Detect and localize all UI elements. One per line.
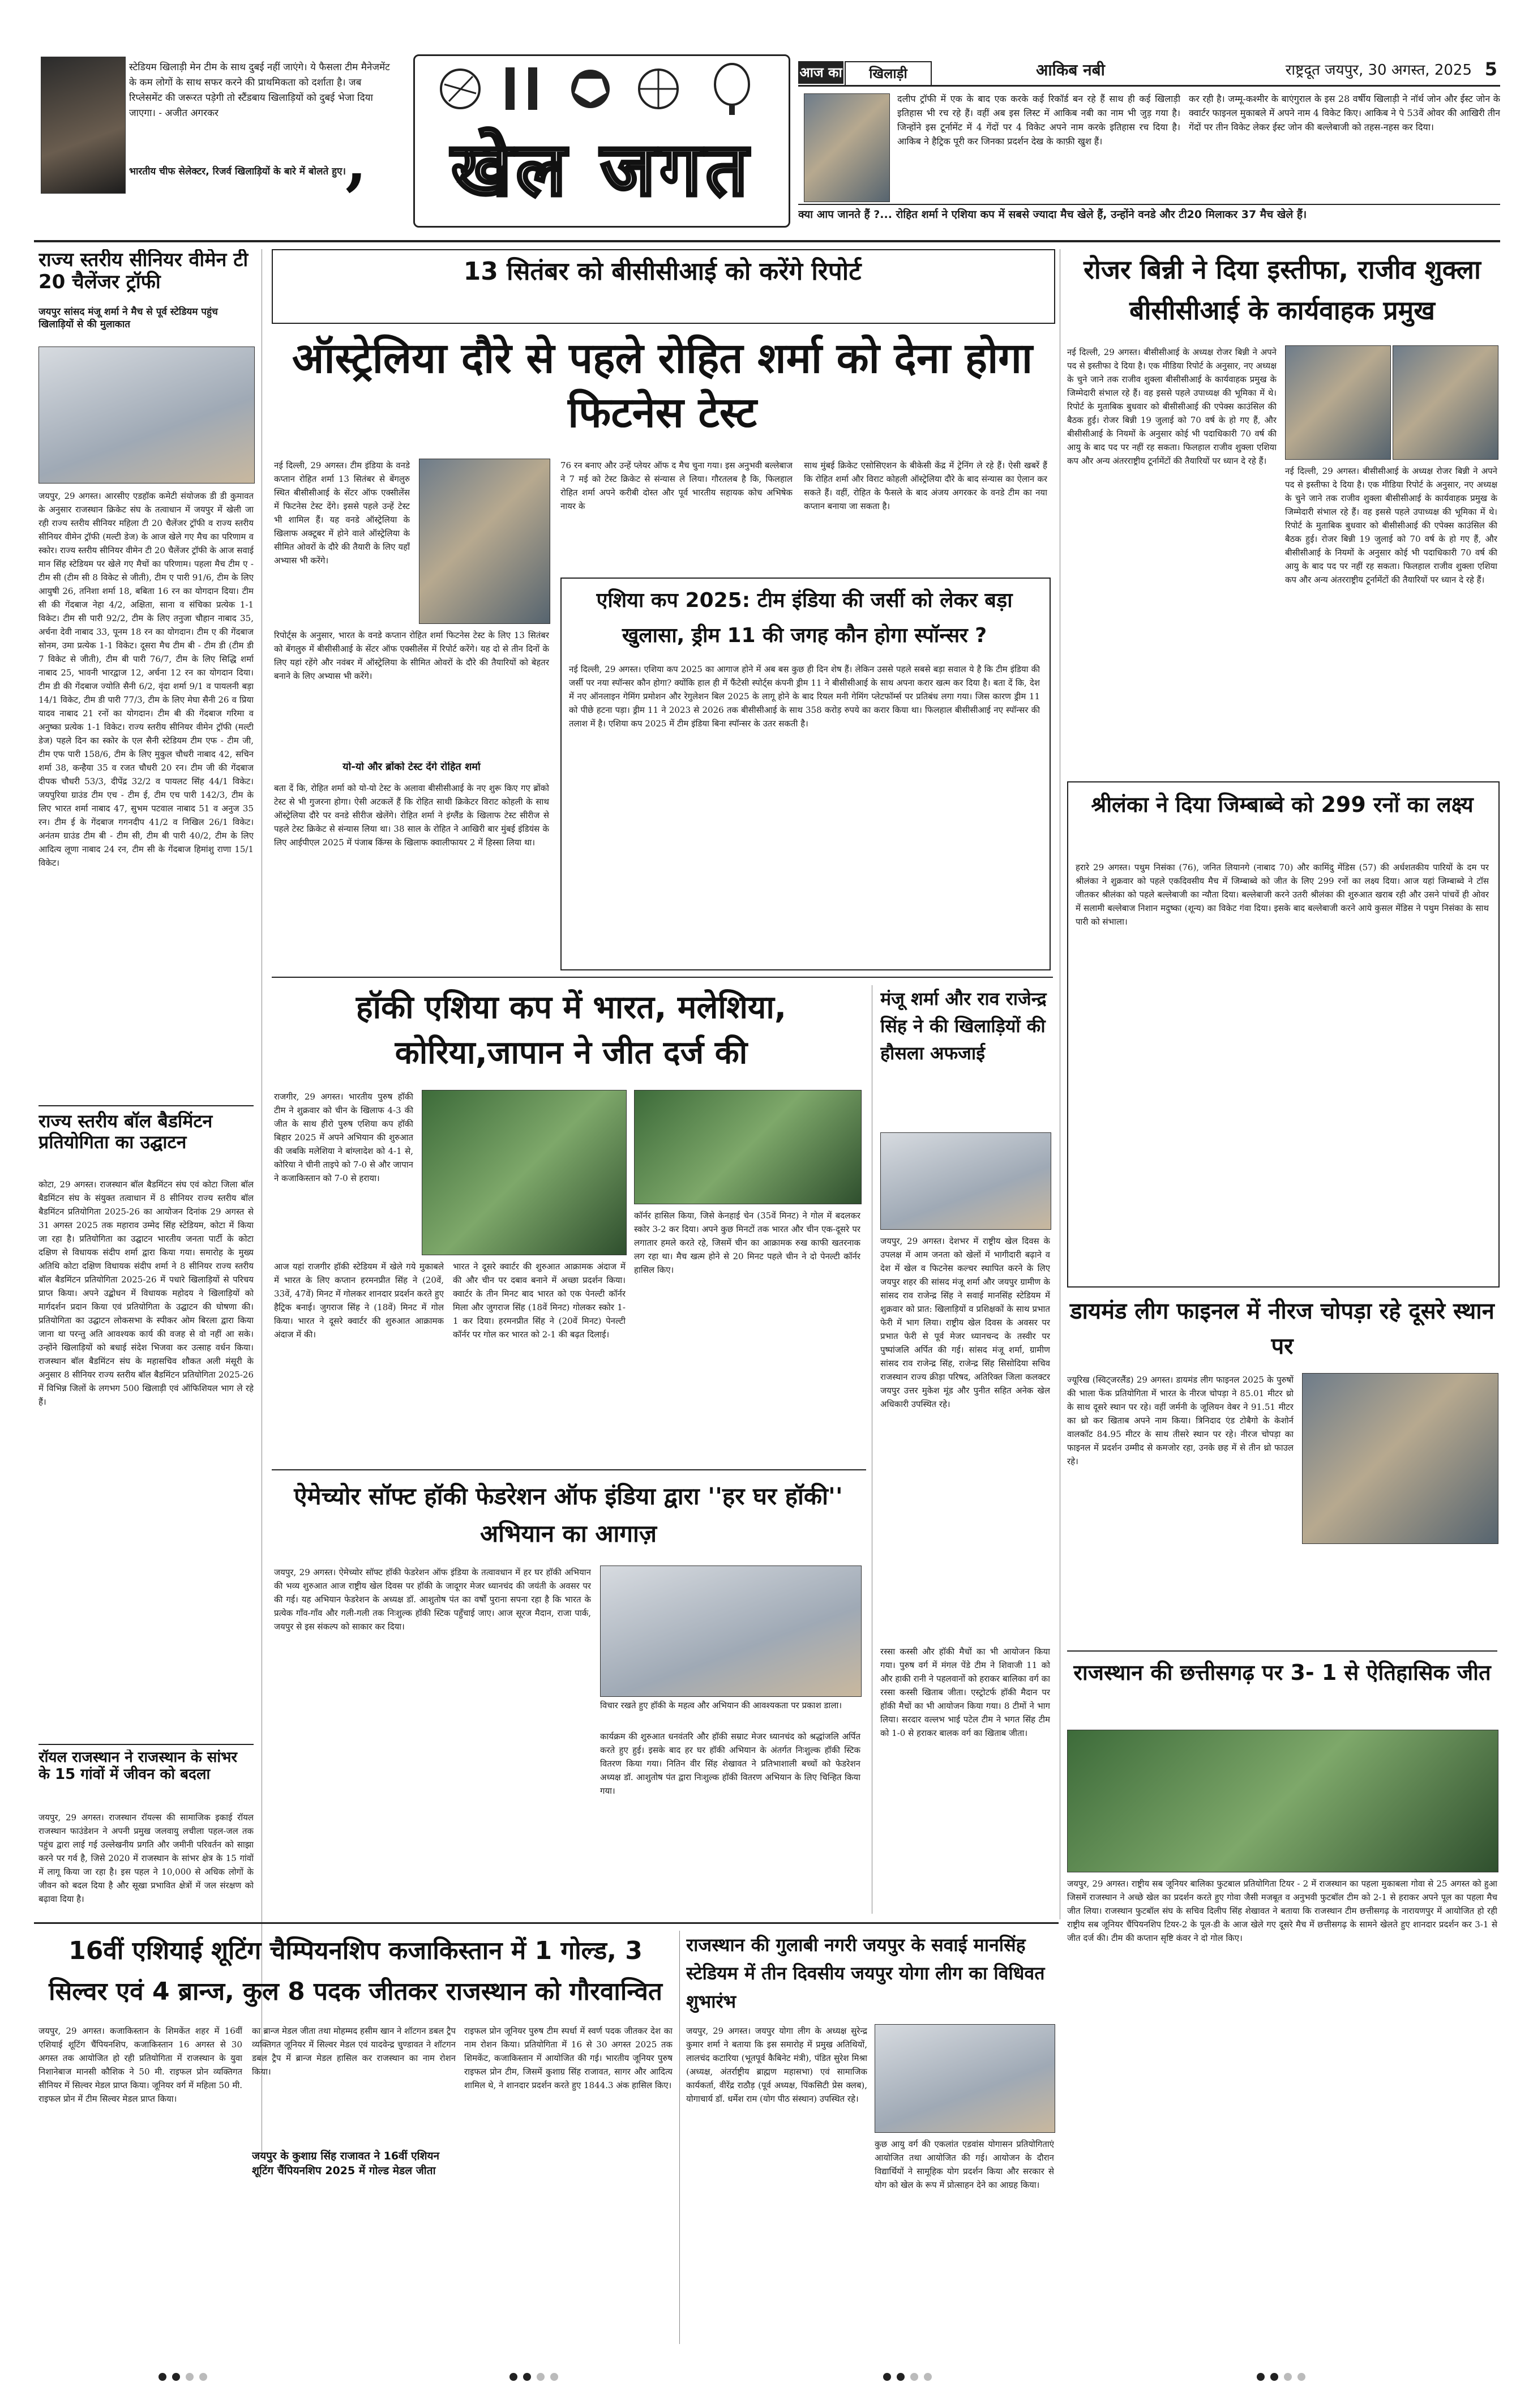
right-story3-body: ज्यूरिख (स्विट्जरलैंड) 29 अगस्त। डायमंड लीग फाइनल 2025 के पुरुषों की भाला फेंक प्रतियोगिता में भारत के नीरज चोपड़ा ने 85.01 मीटर थ्रो के साथ दूसरे स्थान पर रहे। वहीं जर्मनी के जूलियन वेबर ने 91.51 मीटर का थ्रो कर खिताब अपने नाम किया। त्रिनिदाद एंड टोबैगो के केशोर्न वालकॉट 84.95 मीटर के साथ तीसरे स्थान पर रहे। नीरज चोपड़ा का फाइनल में प्रदर्शन उम्मीद से कमजोर रहा, उनके छह में से तीन थ्रो फाउल रहे। xyxy=(1067,1375,1294,1466)
soft-hockey-body: जयपुर, 29 अगस्त। ऐमेच्योर सॉफ्ट हॉकी फेडरेशन ऑफ इंडिया के तत्वावधान में हर घर हॉकी अभियान की भव्य शुरुआत आज राष्ट्रीय खेल दिवस पर हॉकी के जादूगर मेजर ध्यानचंद की जयंती के अवसर पर की गई। यह अभियान फेडरेशन के अध्यक्ष डॉ. आशुतोष पंत का वर्षों पुराना सपना रहा है कि भारत के प्रत्येक गाँव-गाँव और गली-गली तक निःशुल्क हॉकी स्टिक पहुँचाई जाए। आज सूरज मैदान, राजा पार्क, जयपुर से इस संकल्प को साकार कर दिया। xyxy=(274,1567,591,1632)
right-story1-body-cont: नई दिल्ली, 29 अगस्त। बीसीसीआई के अध्यक्ष रोजर बिन्नी ने अपने पद से इस्तीफा दे दिया है। एक मीडिया रिपोर्ट के अनुसार, नए अध्यक्ष के चुने जाने तक राजीव शुक्ला बीसीसीआई के कार्यवाहक प्रमुख के जिम्मेदारी संभाल रहे हैं। वह इससे पहले उपाध्यक्ष की भूमिका में थे। रिपोर्ट के मुताबिक बुधवार को बीसीसीआई की एपेक्स काउंसिल की बैठक हुई। रोजर बिन्नी 19 जुलाई को 70 वर्ष के हो गए हैं, और बीसीसीआई के नियमों के अनुसार कोई भी पदाधिकारी 70 वर्ष की आयु के बाद पद पर नहीं रह सकता। फिलहाल राजीव शुक्ला एशिया कप और अन्य अंतरराष्ट्रीय टूर्नामेंटों की तैयारियों पर ध्यान दे रहे हैं। xyxy=(1285,466,1497,585)
lead-subhead: यो-यो और ब्रोंको टेस्ट देंगे रोहित शर्मा xyxy=(342,762,481,773)
aaj-ka-label: आज का xyxy=(798,61,843,84)
left-story1-photo xyxy=(38,347,255,484)
right-rule-4 xyxy=(1067,1650,1497,1652)
yoga-divider xyxy=(679,1931,680,2344)
shooting-sub: जयपुर के कुशाग्र सिंह राजावत ने 16वीं एशियन शूटिंग चैंपियनशिप 2025 में गोल्ड मेडल जीता xyxy=(252,2150,440,2177)
asia-cup-body: नई दिल्ली, 29 अगस्त। एशिया कप 2025 का आगाज होने में अब बस कुछ ही दिन शेष हैं। लेकिन उससे पहले सबसे बड़ा सवाल ये है कि टीम इंडिया की जर्सी पर नया स्पॉन्सर कौन होगा? क्योंकि हाल ही में फैंटेसी स्पोर्ट्स कंपनी ड्रीम 11 ने बीसीसीआई के साथ अपना करार खत्म कर दिया है। बता दें कि, देश में नए ऑनलाइन गेमिंग प्रमोशन और रेगुलेशन बिल 2025 के लागू होने के बाद रियल मनी गेमिंग प्लेटफॉर्म्स पर प्रतिबंध लगा गया। जिस कारण ड्रीम 11 को पीछे हटना पड़ा। ड्रीम 11 ने 2023 से 2026 तक बीसीसीआई के साथ 358 करोड़ रुपये का करार किया था। फिलहाल बीसीसीआई नए स्पॉन्सर की तलाश में है। एशिया कप 2025 में टीम इंडिया बिना स्पॉन्सर के उतर सकती है। xyxy=(569,664,1040,729)
section-banner xyxy=(413,54,790,228)
player-photo xyxy=(804,93,890,202)
shooting-body: जयपुर, 29 अगस्त। कजाकिस्तान के शिमकेंत शहर में 16वीं एशियाई शूटिंग चैंपियनशिप, कजाकिस्तान 16 अगस्त से 30 अगस्त तक आयोजित हो रही प्रतियोगिता में राजस्थान के युवा निशानेबाज मानसी कौशिक ने 50 मी. राइफल प्रोन व्यक्तिगत सीनियर में सिल्वर मेडल प्राप्त किया। जूनियर वर्ग में महिला 50 मी. राइफल प्रोन में टीम सिल्वर मेडल प्राप्त किया। xyxy=(38,2026,242,2104)
masthead-quote: स्टेडियम खिलाड़ी मेन टीम के साथ दुबई नहीं जाएंगे। ये फैसला टीम मैनेजमेंट के कम लोगों के साथ सफर करने की प्राथमिकता को दर्शाता है। जब रिप्लेसमेंट की जरूरत पड़ेगी तो स्टैंडबाय खिलाड़ियों को दुबई भेजा दिया जाएगा। - अजीत अगरकर xyxy=(129,62,390,119)
hockey-body-b: आज यहां राजगीर हॉकी स्टेडियम में खेले गये मुकाबले में भारत के लिए कप्तान हरमनप्रीत सिंह ने (20वें, 33वें, 47वें) मिनट में गोलकर शानदार प्रदर्शन करते हुए हैट्रिक बनाई। जुगराज सिंह ने (18वें) मिनट में गोल किया। भारत ने दूसरे क्वार्टर की शुरुआत आक्रामक अंदाज में की। xyxy=(274,1261,444,1340)
soft-hockey-body2: कार्यक्रम की शुरुआत धनवंतरि और हॉकी सम्राट मेजर ध्यानचंद को श्रद्धांजलि अर्पित करते हुए हुई। इसके बाद हर घर हॉकी अभियान के अंतर्गत निःशुल्क हॉकी स्टिक वितरण किया गया। नितिन वीर सिंह शेखावत ने प्रतिभाशाली बच्चों को फेडरेशन अध्यक्ष डॉ. आशुतोष पंत द्वारा निःशुल्क हॉकी वितरण अभियान के लिए चिन्हित किया गया। xyxy=(600,1731,860,1796)
shooting-body2: का ब्रान्ज मेडल जीता तथा मोहम्मद हसीम खान ने शॉटगन डबल ट्रैप व्यक्तिगत जूनियर में सिल्वर मेडल एवं यादवेन्द्र चुण्डावत ने शॉटगन डबल ट्रैप में ब्रान्ज मेडल हासिल कर राजस्थान का नाम रोशन किया। xyxy=(252,2026,456,2077)
hockey-body-c: भारत ने दूसरे क्वार्टर की शुरुआत आक्रामक अंदाज में की और चीन पर दबाव बनाने में अच्छा प्रदर्शन किया। क्वार्टर के तीन मिनट बाद भारत को एक पेनल्टी कॉर्नर मिला और जुगराज सिंह (18वें मिनट) गोलकर स्कोर 1-1 कर दिया। हरमनप्रीत सिंह ने (20वें मिनट) पेनल्टी कॉर्नर पर गोल कर भारत को 2-1 की बढ़त दिलाई। xyxy=(453,1261,626,1340)
soft-hockey-headline: ऐमेच्योर सॉफ्ट हॉकी फेडरेशन ऑफ इंडिया द्वारा ''हर घर हॉकी'' अभियान का आगाज़ xyxy=(294,1482,843,1547)
binny-photo xyxy=(1285,345,1391,460)
football-photo xyxy=(1067,1730,1498,1872)
left-story1-title: राज्य स्तरीय सीनियर वीमेन टी 20 चैलेंजर ट्रॉफी xyxy=(38,249,249,294)
left-story3-title: रॉयल राजस्थान ने राजस्थान के सांभर के 15 गांवों में जीवन को बदला xyxy=(38,1750,238,1783)
footer-dots-1 xyxy=(159,2372,249,2384)
page-number: 5 xyxy=(1484,58,1497,80)
lead-body-col1b: रिपोर्ट्स के अनुसार, भारत के वनडे कप्तान रोहित शर्मा फिटनेस टेस्ट के लिए 13 सितंबर को बेंगलुरु में बीसीसीआई के सेंटर ऑफ एक्सीलेंस में रिपोर्ट करेंगे। यह दो से तीन दिनों के लिए यहां रहेंगे और नवंबर में ऑस्ट्रेलिया के सीमित ओवरों के दौरे की तैयारियों को बेहतर बनाने के लिए अभ्यास भी करेंगे। xyxy=(274,630,549,681)
left-rule-2 xyxy=(38,1744,254,1745)
lead-kicker: 13 सितंबर को बीसीसीआई को करेंगे रिपोर्ट xyxy=(463,257,862,286)
footer-dots-3 xyxy=(883,2372,974,2384)
player-name: आकिब नबी xyxy=(1036,61,1105,79)
player-text-2: कर रही है। जम्मू-कश्मीर के बाएंगुराल के इस 28 वर्षीय खिलाड़ी ने नॉर्थ जोन और ईस्ट जोन के क्वार्टर फाइनल मुकाबले में अपने नाम 4 विकेट किए। आकिब ने पे 53वें ओवर की आखिरी तीन गेंदों पर तीन विकेट लेकर ईस्ट जोन की बल्लेबाजी को तहस-नहस कर दिया। xyxy=(1189,93,1500,132)
right-story4-body: जयपुर, 29 अगस्त। राष्ट्रीय सब जूनियर बालिका फुटबाल प्रतियोगिता टियर - 2 में राजस्थान का पहला मुकाबला गोवा से 25 अगस्त को हुआ जिसमें राजस्थान ने अच्छे खेल का प्रदर्शन करते हुए गोवा जैसी मजबूत व अनुभवी फुटबॉल टीम को 2-1 से हराकर अपने पूल का पहला मैच जीत लिया। राजस्थान फुटबॉल संघ के सचिव दिलीप सिंह शेखावत ने बताया कि राजस्थान टीम छत्तीसगढ़ के नारायणपुर में आयोजित हो रही राष्ट्रीय सब जूनियर चैंपियनशिप टियर-2 के पूल-डी के आज खेले गए दूसरे मैच में छत्तीसगढ़ के सामने खेलते हुए शानदार प्रदर्शन कर 3-1 से जीत दर्ज की। टीम की कप्तान सृष्टि कंवर ने दो गोल किए। xyxy=(1067,1879,1497,1943)
hockey-body-a: राजगीर, 29 अगस्त। भारतीय पुरुष हॉकी टीम ने शुक्रवार को चीन के खिलाफ 4-3 की जीत के साथ हीरो पुरुष एशिया कप हॉकी बिहार 2025 में अपने अभियान की शुरुआत की जबकि मलेशिया ने बांग्लादेश को 4-1 से, कोरिया ने चीनी ताइपे को 7-0 से और जापान ने कजाकिस्तान को 7-0 से हराया। xyxy=(274,1092,413,1183)
bottom-rule xyxy=(34,1922,1059,1924)
hockey-headline: हॉकी एशिया कप में भारत, मलेशिया, कोरिया,जापान ने जीत दर्ज की xyxy=(356,989,787,1071)
lead-headline: ऑस्ट्रेलिया दौरे से पहले रोहित शर्मा को देना होगा फिटनेस टेस्ट xyxy=(292,334,1033,437)
right-story3-title: डायमंड लीग फाइनल में नीरज चोपड़ा रहे दूसरे स्थान पर xyxy=(1070,1298,1494,1359)
manju-headline: मंजू शर्मा और राव राजेन्द्र सिंह ने की खिलाड़ियों की हौसला अफजाई xyxy=(880,988,1047,1064)
right-story1-title: रोजर बिन्नी ने दिया इस्तीफा, राजीव शुक्ला बीसीसीआई के कार्यवाहक प्रमुख xyxy=(1084,254,1481,326)
comma-ornament-icon: , xyxy=(345,125,367,198)
lead-body-col3: 76 रन बनाए और उन्हें प्लेयर ऑफ द मैच चुना गया। इस अनुभवी बल्लेबाज ने 7 मई को टेस्ट क्रिकेट से संन्यास ले लिया। गौरतलब है कि, फिलहाल रोहित शर्मा अपने करीबी दोस्त और पूर्व भारतीय सहायक कोच अभिषेक नायर के xyxy=(560,460,793,511)
section-name: खेल जगत xyxy=(451,126,752,212)
yoga-headline: राजस्थान की गुलाबी नगरी जयपुर के सवाई मानसिंह स्टेडियम में तीन दिवसीय जयपुर योगा लीग का विधिवत शुभारंभ xyxy=(686,1934,1045,2012)
left-story2-title: राज्य स्तरीय बॉल बैडमिंटन प्रतियोगिता का उद्घाटन xyxy=(38,1111,213,1153)
selector-photo xyxy=(41,57,126,194)
khiladi-label: खिलाड़ी xyxy=(845,61,932,86)
lead-body-col1: नई दिल्ली, 29 अगस्त। टीम इंडिया के वनडे कप्तान रोहित शर्मा 13 सितंबर से बेंगलुरु स्थित बीसीसीआई के सेंटर ऑफ एक्सीलेंस में फिटनेस टेस्ट देंगे। इससे पहले उन्हें टेस्ट भी शामिल हैं। यह वनडे ऑस्ट्रेलिया के खिलाफ अक्टूबर में होने वाले ऑस्ट्रेलिया के सीमित ओवरों के दौरे की तैयारी के लिए यहाँ अभ्यास भी करेंगे। xyxy=(274,460,410,566)
shooting-body3: राइफल प्रोन जूनियर पुरुष टीम स्पर्धा में स्वर्ण पदक जीतकर देश का नाम रोशन किया। प्रतियोगिता में 16 से 30 अगस्त 2025 तक शिमकेंट, कजाकिस्तान में आयोजित की गई। भारतीय जूनियर पुरुष राइफल प्रोन टीम, जिसमें कुशाग्र सिंह राजावत, सागर और आदित्य शामिल थे, ने शानदार प्रदर्शन करते हुए 1844.3 अंक हासिल किए। xyxy=(464,2026,673,2090)
shooting-headline: 16वीं एशियाई शूटिंग चैम्पियनशिप कजाकिस्तान में 1 गोल्ड, 3 सिल्वर एवं 4 ब्रान्ज, कुल 8 पदक जीतकर राजस्थान को गौरवान्वित xyxy=(49,1936,662,2006)
left-story2-body: कोटा, 29 अगस्त। राजस्थान बॉल बैडमिंटन संघ एवं कोटा जिला बॉल बैडमिंटन संघ के संयुक्त तत्वाधान में 8 सीनियर राज्य स्तरीय बॉल बैडमिंटन प्रतियोगिता 2025-26 का आयोजन दिनांक 29 अगस्त से 31 अगस्त 2025 तक महाराव उम्मेद सिंह स्टेडियम, कोटा में किया जा रहा है। प्रतियोगिता का उद्घाटन भारतीय जनता पार्टी के कोटा दक्षिण से विधायक संदीप शर्मा द्वारा किया गया। समारोह के मुख्य अतिथि कोटा दक्षिण विधायक संदीप शर्मा ने 8 सीनियर राज्य स्तरीय बॉल बैडमिंटन प्रतियोगिता 2025-26 में पधारे खिलाड़ियों से परिचय प्राप्त किया। अपने उद्बोधन में विधायक महोदय ने खिलाड़ियों को मार्गदर्शन प्रदान किया एवं प्रतियोगिता के उद्घाटन की घोषणा की। प्रतियोगिता का उद्घाटन लोकसभा के स्पीकर ओम बिरला द्वारा किया जाना था परन्तु अति आवश्यक कार्य की वजह से वो नहीं आ सके। उन्होंने खिलाड़ियों को बधाई संदेश भिजवा कर उत्साह वर्धन किया। राजस्थान बॉल बैडमिंटन संघ के महासचिव शौकत अली मंसूरी के अनुसार 8 सीनियर राज्य स्तरीय बॉल बैडमिंटन प्रतियोगिता 2025-26 में विभिन्न जिलों के लगभग 500 खिलाड़ी एवं ऑफिशियल भाग ले रहे हैं। xyxy=(38,1179,254,1407)
quote-caption: भारतीय चीफ सेलेक्टर, रिजर्व खिलाड़ियों के बारे में बोलते हुए। xyxy=(129,166,346,177)
left-story1-body: जयपुर, 29 अगस्त। आरसीए एडहॉक कमेटी संयोजक डी डी कुमावत के अनुसार राजस्थान क्रिकेट संघ के तत्वाधान में जयपुर में खेली जा रही राज्य स्तरीय सीनियर महिला टी 20 चैलेंजर ट्रॉफी व राज्य स्तरीय सीनियर वीमेन ट्रॉफी (मल्टी डेज) के आज खेले गए मैच का परिणाम व स्कोर। राज्य स्तरीय सीनियर वीमेन टी 20 चैलेंजर ट्रॉफी के आज सवाई मान सिंह स्टेडियम पर खेले गए मैचों का परिणाम। पहला मैच टीम ए - टीम सी (टीम सी 8 विकेट से जीती), टीम ए पारी 91/6, टीम के लिए आयुषी 26, तनिशा शर्मा 18, बबिता 16 रन का योगदान दिया। टीम सी की गेंदबाज नेहा 4/2, अक्षिता, साना व संचिका प्रत्येक 1-1 विकेट। टीम सी पारी 92/2, टीम के लिए तनुजा चौहान नाबाद 35, अर्चना देवी नाबाद 33, पूनम 18 रन का योगदान। टीम ए की गेंदबाज सोनम, उमा प्रत्येक 1-1 विकेट। दूसरा मैच टीम बी - टीम डी (टीम डी 7 विकेट से जीती), टीम बी पारी 76/7, टीम के लिए सिद्धि शर्मा नाबाद 25, भावनी भारद्वाज 12, अर्चना 12 रन का योगदान दिया। टीम डी की गेंदबाज ज्योति सैनी 6/2, वृंदा शर्मा 9/1 व पायलनी बड़ा 14/1 विकेट, टीम डी पारी 77/3, टीम के लिए मेघा सैनी 26 व प्रिया यादव नाबाद 21 रनों का योगदान। टीम बी की गेंदबाज गरिमा व अनुष्का प्रत्येक 1-1 विकेट। राज्य स्तरीय सीनियर वीमेन ट्रॉफी (मल्टी डेज) पहले दिन का स्कोर के एल सैनी स्टेडियम टीम एफ - टीम जी, टीम एफ पारी 158/6, टीम के लिए मुकुल चौधरी नाबाद 42, सचिन शर्मा 38, कन्हैया 35 व रजत चौधरी 20 रन। टीम जी की गेंदबाज दीपक चौधरी 53/3, दीपेंद्र 32/2 व पायलट सिंह 44/1 विकेट। जयपुरिया ग्राउंड टीम एच - टीम ई, टीम एच पारी 142/3, टीम के लिए भारत शर्मा नाबाद 47, सुभम पटवाल नाबाद 51 व अनुज 35 रन। टीम ई के गेंदबाज गगनदीप 41/2 व निखिल 26/1 विकेट। अनंतम ग्राउंड टीम बी - टीम सी, टीम बी पारी 40/2, टीम के लिए आदित्य लूणा नाबाद 24 रन, टीम सी के गेंदबाज हिमांशु राणा 15/1 विकेट। xyxy=(38,491,254,868)
right-story2-title: श्रीलंका ने दिया जिम्बाब्वे को 299 रनों का लक्ष्य xyxy=(1091,792,1474,817)
left-story1-subtitle: जयपुर सांसद मंजू शर्मा ने मैच से पूर्व स्टेडियम पहुंच खिलाड़ियों से की मुलाकात xyxy=(38,306,218,330)
hockey-photo-2 xyxy=(634,1090,862,1204)
masthead-rule xyxy=(798,85,1500,87)
lead-body-col2: बता दें कि, रोहित शर्मा को यो-यो टेस्ट के अलावा बीसीसीआई के नए शुरू किए गए ब्रोंको टेस्ट से भी गुजरना होगा। ऐसी अटकलें हैं कि रोहित साथी क्रिकेटर विराट कोहली के साथ ऑस्ट्रेलिया दौरे पर वनडे सीरीज खेलेंगे। रोहित शर्मा ने इंग्लैंड के खिलाफ टेस्ट सीरीज से पहले टेस्ट क्रिकेट से संन्यास लिया था। 38 साल के रोहित ने आखिरी बार मुंबई इंडियंस के लिए आईपीएल 2025 में पंजाब किंग्स के खिलाफ क्वालीफायर 2 में हिस्सा लिया था। xyxy=(274,783,549,848)
soft-hockey-photo xyxy=(600,1566,862,1697)
hockey-photo-1 xyxy=(422,1090,627,1255)
masthead-bottom-rule xyxy=(34,240,1500,242)
sports-balls-icon xyxy=(426,62,777,116)
manju-photo xyxy=(880,1132,1051,1230)
manju-body2: रस्सा कस्सी और हॉकी मैचों का भी आयोजन किया गया। पुरुष वर्ग में मंगल पेंडे टीम ने शिवाजी 11 को और हाकी रानी ने पहलवानों को हराकर बालिका वर्ग का रस्सा कस्सी खिताब जीता। एस्ट्रोटर्फ हॉकी मैदान पर हॉकी मैचों का भी आयोजन किया गया। 8 टीमों ने भाग लिया। सरदार वल्लभ भाई पटेल टीम ने भगत सिंह टीम को 1-0 से हराकर बालक वर्ग का खिताब जीता। xyxy=(880,1646,1050,1738)
soft-hockey-caption: विचार रखते हुए हॉकी के महत्व और अभियान की आवश्यकता पर प्रकाश डाला। xyxy=(600,1700,842,1710)
player-text-1: दलीप ट्रॉफी में एक के बाद एक करके कई रिकॉर्ड बन रहे हैं साथ ही कई खिलाड़ी इतिहास भी रच रहे हैं। वहीं अब इस लिस्ट में आकिब नबी का नाम भी जुड़ गया है। जिन्होंने इस टूर्नामेंट में 4 गेंदों पर 4 विकेट अपने नाम करके इतिहास रच दिया है। आकिब ने हैट्रिक पूरी कर जिनका प्रदर्शन देख के काफ़ी खुश हैं। xyxy=(897,93,1180,147)
soft-hockey-rule xyxy=(272,1469,866,1470)
did-you-know: क्या आप जानते हैं ?... रोहित शर्मा ने एशिया कप में सबसे ज्यादा मैच खेले हैं, उन्होंने वनडे और टी20 मिलाकर 37 मैच खेले हैं। xyxy=(798,204,1500,239)
hockey-body-d: कॉर्नर हासिल किया, जिसे केनहाई चेन (35वें मिनट) ने गोल में बदलकर स्कोर 3-2 कर दिया। अपने कुछ मिनटों तक भारत और चीन एक-दूसरे पर लगातार हमले करते रहे, जिसमें चीन का आक्रामक रुख काफी खतरनाक लग रहा था। मैच खत्म होने से 20 मिनट पहले चीन ने दो पेनल्टी कॉर्नर हासिल किए। xyxy=(634,1211,860,1275)
lead-body-col4: साथ मुंबई क्रिकेट एसोसिएशन के बीकेसी केंद्र में ट्रेनिंग ले रहे हैं। ऐसी खबरें हैं कि रोहित शर्मा और विराट कोहली ऑस्ट्रेलिया दौरे के बाद संन्यास का ऐलान कर सकते हैं। वहीं, रोहित के फैसले के बाद अंजय अगरकर के वनडे टीम का नया कप्तान बनाया जा सकता है। xyxy=(804,460,1047,511)
yoga-body: जयपुर, 29 अगस्त। जयपुर योगा लीग के अध्यक्ष सुरेन्द्र कुमार शर्मा ने बताया कि इस समारोह में प्रमुख अतिथियों, लालचंद कटारिया (भूतपूर्व कैबिनेट मंत्री), पंडित सुरेश मिश्रा (अध्यक्ष, अंतर्राष्ट्रीय ब्राह्मण महासभा) एवं सामाजिक कार्यकर्ता, वीरेंद्र राठौड़ (पूर्व अध्यक्ष, पिंकसिटी प्रेस क्लब), योगाचार्य डॉ. धर्मेश राम (योग पीठ संस्थान) उपस्थित रहे। xyxy=(686,2026,867,2104)
left-rule-1 xyxy=(38,1105,254,1106)
lead-bottom-rule xyxy=(272,977,1053,978)
shukla-photo xyxy=(1393,345,1498,460)
neeraj-photo xyxy=(1302,1373,1498,1544)
rohit-photo xyxy=(419,459,550,624)
yoga-photo xyxy=(875,2024,1055,2133)
right-story1-body: नई दिल्ली, 29 अगस्त। बीसीसीआई के अध्यक्ष रोजर बिन्नी ने अपने पद से इस्तीफा दे दिया है। एक मीडिया रिपोर्ट के अनुसार, नए अध्यक्ष के चुने जाने तक राजीव शुक्ला बीसीसीआई के कार्यवाहक प्रमुख के जिम्मेदारी संभाल रहे हैं। वह इससे पहले उपाध्यक्ष की भूमिका में थे। रिपोर्ट के मुताबिक बुधवार को बीसीसीआई की एपेक्स काउंसिल की बैठक हुई। रोजर बिन्नी 19 जुलाई को 70 वर्ष के हो गए हैं, और बीसीसीआई के नियमों के अनुसार कोई भी पदाधिकारी 70 वर्ष की आयु के बाद पद पर नहीं रह सकता। फिलहाल राजीव शुक्ला एशिया कप और अन्य अंतरराष्ट्रीय टूर्नामेंटों की तैयारियों पर ध्यान दे रहे हैं। xyxy=(1067,347,1277,466)
asia-cup-headline: एशिया कप 2025: टीम इंडिया की जर्सी को लेकर बड़ा खुलासा, ड्रीम 11 की जगह कौन होगा स्पॉन्सर ? xyxy=(596,589,1013,647)
right-story2-body: हरारे 29 अगस्त। पथुम निसंका (76), जनित लियानगे (नाबाद 70) और कामिंदु मेंडिस (57) की अर्धशतकीय पारियों के दम पर श्रीलंका ने शुक्रवार को पहले एकदिवसीय मैच में जिम्बाब्वे को जीत के लिए 299 रनों का लक्ष्य दिया। आज यहां जिम्बाब्वे ने टॉस जीतकर श्रीलंका को पहले बल्लेबाजी का न्यौता दिया। बल्लेबाजी करने उतरी श्रीलंका की शुरुआत खराब रही और उसने पांचवें ही ओवर में सलामी बल्लेबाज निशान मदुष्का (शून्य) का विकेट गंवा दिया। इसके बाद बल्लेबाजी करने आये कुसल मेंडिस ने पथुम निसंका के साथ पारी को संभाला। xyxy=(1076,862,1489,927)
footer-dots-4 xyxy=(1257,2372,1347,2384)
footer-dots-2 xyxy=(509,2372,600,2384)
manju-body: जयपुर, 29 अगस्त। देशभर में राष्ट्रीय खेल दिवस के उपलक्ष में आम जनता को खेलों में भागीदारी बढ़ाने व देश में खेल व फिटनेस कल्चर स्थापित करने के लिए जयपुर शहर की सांसद मंजू शर्मा और जयपुर ग्रामीण के सांसद राव राजेन्द्र सिंह ने सवाई मानसिंह स्टेडियम में शुक्रवार को प्रात: खिलाड़ियों व प्रशिक्षकों के साथ प्रभात फेरी में भाग लिया। राष्ट्रीय खेल दिवस के अवसर पर प्रभात फेरी से पूर्व मेजर ध्यानचन्द के तस्वीर पर पुष्पांजलि अर्पित की गई। सांसद मंजू शर्मा, ग्रामीण सांसद राव राजेन्द्र सिंह, राजेन्द्र सिंह सिसोदिया सचिव राजस्थान राज्य क्रीड़ा परिषद, अतिरिक्त जिला कलक्टर जयपुर उत्तर मुकेश मूंड और पुनीत सहित अनेक खेल अधिकारी उपस्थित रहे। xyxy=(880,1236,1050,1409)
yoga-body2: कुछ आयु वर्ग की एकलांत एडवांस योगासन प्रतियोगिताएं आयोजित तथा आयोजित की गई। आयोजन के दौरान विद्यार्थियों ने सामूहिक योग प्रदर्शन किया और सरकार से योग को खेल के रूप में प्रोत्साहन देने का आग्रह किया। xyxy=(875,2139,1054,2190)
left-story3-body: जयपुर, 29 अगस्त। राजस्थान रॉयल्स की सामाजिक इकाई रॉयल राजस्थान फाउंडेशन ने अपनी प्रमुख जलवायु लचीला पहल-जल तक पहुंच द्वारा लाई गई उल्लेखनीय प्रगति और जमीनी परिवर्तन को साझा करने पर गर्व है, जिसे 2020 में राजस्थान के सांभर क्षेत्र के 15 गांवों में लागू किया जा रहा है। इस पहल ने 10,000 से अधिक लोगों के जीवन को बदल दिया है और सूखा प्रभावित क्षेत्रों में जल संरक्षण को बढ़ावा दिया है। xyxy=(38,1812,254,1904)
dateline: राष्ट्रदूत जयपुर, 30 अगस्त, 2025 xyxy=(1285,62,1472,79)
right-story4-title: राजस्थान की छत्तीसगढ़ पर 3- 1 से ऐतिहासिक जीत xyxy=(1073,1660,1491,1685)
